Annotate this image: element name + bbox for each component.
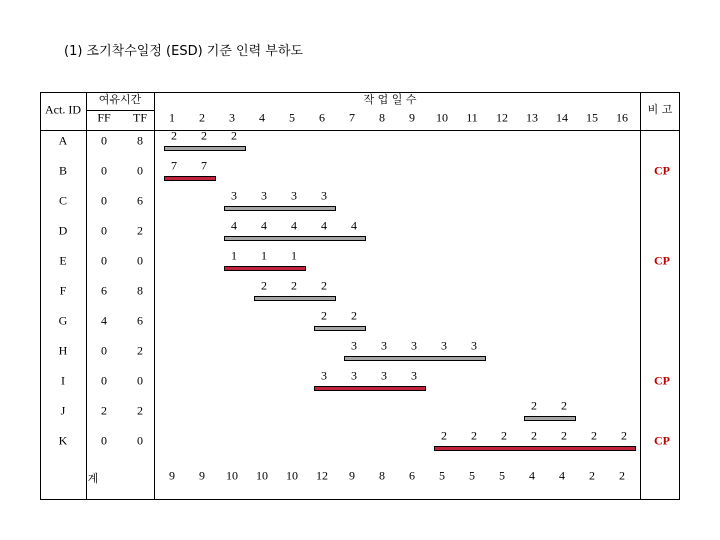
daily-total: 5 (439, 468, 445, 483)
activity-tf: 2 (137, 403, 143, 418)
activity-tf: 6 (137, 193, 143, 208)
day-header: 3 (229, 110, 235, 125)
daily-resource-value: 2 (621, 428, 627, 443)
day-header: 13 (526, 110, 538, 125)
critical-activity-bar (314, 386, 426, 391)
activity-id: C (58, 193, 68, 208)
critical-path-label: CP (654, 163, 670, 178)
daily-total: 4 (529, 468, 535, 483)
activity-ff: 2 (101, 403, 107, 418)
daily-resource-value: 2 (531, 398, 537, 413)
activity-ff: 0 (101, 253, 107, 268)
daily-resource-value: 2 (441, 428, 447, 443)
critical-path-label: CP (654, 433, 670, 448)
daily-resource-value: 3 (381, 338, 387, 353)
daily-resource-value: 2 (321, 278, 327, 293)
daily-total: 4 (559, 468, 565, 483)
day-header: 7 (349, 110, 355, 125)
activity-ff: 4 (101, 313, 107, 328)
activity-tf: 2 (137, 223, 143, 238)
daily-resource-value: 4 (231, 218, 237, 233)
activity-id: B (58, 163, 68, 178)
daily-resource-value: 2 (531, 428, 537, 443)
critical-activity-bar (224, 266, 306, 271)
header-workdays: 작 업 일 수 (363, 93, 417, 106)
daily-resource-value: 3 (351, 338, 357, 353)
daily-resource-value: 2 (471, 428, 477, 443)
daily-resource-value: 1 (291, 248, 297, 263)
header-remarks: 비 고 (647, 103, 673, 116)
daily-total: 6 (409, 468, 415, 483)
day-header: 10 (436, 110, 448, 125)
activity-tf: 0 (137, 253, 143, 268)
daily-total: 2 (619, 468, 625, 483)
total-label: 계 (87, 472, 99, 485)
activity-ff: 0 (101, 373, 107, 388)
activity-id: K (58, 433, 68, 448)
daily-total: 9 (199, 468, 205, 483)
daily-resource-value: 3 (381, 368, 387, 383)
daily-total: 12 (316, 468, 328, 483)
daily-resource-value: 3 (261, 188, 267, 203)
day-header: 16 (616, 110, 628, 125)
daily-resource-value: 1 (231, 248, 237, 263)
daily-resource-value: 4 (351, 218, 357, 233)
daily-resource-value: 2 (321, 308, 327, 323)
day-header: 4 (259, 110, 265, 125)
activity-bar (314, 326, 366, 331)
daily-resource-value: 3 (321, 188, 327, 203)
activity-tf: 0 (137, 163, 143, 178)
daily-total: 5 (469, 468, 475, 483)
daily-total: 9 (169, 468, 175, 483)
daily-total: 2 (589, 468, 595, 483)
header-float-group: 여유시간 (98, 93, 142, 106)
activity-bar (164, 146, 246, 151)
day-header: 14 (556, 110, 568, 125)
daily-resource-value: 2 (561, 428, 567, 443)
float-divider (154, 92, 155, 500)
daily-resource-value: 2 (351, 308, 357, 323)
daily-resource-value: 2 (591, 428, 597, 443)
resource-loading-table (40, 92, 680, 500)
daily-resource-value: 4 (291, 218, 297, 233)
daily-resource-value: 1 (261, 248, 267, 263)
day-header: 5 (289, 110, 295, 125)
day-header: 8 (379, 110, 385, 125)
daily-resource-value: 2 (231, 128, 237, 143)
activity-ff: 0 (101, 163, 107, 178)
activity-id: D (58, 223, 68, 238)
activity-ff: 0 (101, 133, 107, 148)
daily-resource-value: 3 (411, 338, 417, 353)
activity-id: H (58, 343, 68, 358)
header-tf: TF (132, 110, 148, 125)
activity-ff: 6 (101, 283, 107, 298)
critical-path-label: CP (654, 373, 670, 388)
header-ff: FF (97, 110, 111, 125)
day-header: 9 (409, 110, 415, 125)
activity-tf: 2 (137, 343, 143, 358)
activity-bar (224, 236, 366, 241)
remarks-divider (640, 92, 641, 500)
activity-tf: 8 (137, 133, 143, 148)
activity-id: I (61, 373, 65, 388)
daily-resource-value: 3 (291, 188, 297, 203)
act-id-divider (86, 92, 87, 500)
activity-tf: 0 (137, 373, 143, 388)
activity-ff: 0 (101, 193, 107, 208)
daily-resource-value: 4 (321, 218, 327, 233)
daily-total: 10 (256, 468, 268, 483)
activity-id: E (59, 253, 67, 268)
daily-resource-value: 2 (171, 128, 177, 143)
header-act-id: Act. ID (45, 102, 81, 117)
day-header: 15 (586, 110, 598, 125)
daily-resource-value: 2 (501, 428, 507, 443)
daily-resource-value: 2 (261, 278, 267, 293)
daily-resource-value: 3 (231, 188, 237, 203)
daily-total: 9 (349, 468, 355, 483)
daily-resource-value: 3 (351, 368, 357, 383)
daily-total: 10 (286, 468, 298, 483)
daily-resource-value: 2 (291, 278, 297, 293)
daily-resource-value: 2 (201, 128, 207, 143)
day-header: 2 (199, 110, 205, 125)
daily-resource-value: 2 (561, 398, 567, 413)
daily-resource-value: 4 (261, 218, 267, 233)
day-header: 1 (169, 110, 175, 125)
activity-bar (344, 356, 486, 361)
activity-bar (224, 206, 336, 211)
daily-resource-value: 7 (201, 158, 207, 173)
daily-resource-value: 7 (171, 158, 177, 173)
activity-id: A (58, 133, 68, 148)
daily-resource-value: 3 (321, 368, 327, 383)
daily-resource-value: 3 (441, 338, 447, 353)
header-divider (40, 130, 680, 131)
day-header: 6 (319, 110, 325, 125)
activity-tf: 0 (137, 433, 143, 448)
activity-bar (254, 296, 336, 301)
daily-total: 10 (226, 468, 238, 483)
day-header: 12 (496, 110, 508, 125)
activity-id: F (59, 283, 67, 298)
activity-ff: 0 (101, 223, 107, 238)
critical-activity-bar (434, 446, 636, 451)
daily-total: 5 (499, 468, 505, 483)
activity-ff: 0 (101, 433, 107, 448)
daily-resource-value: 3 (411, 368, 417, 383)
page-title: (1) 조기착수일정 (ESD) 기준 인력 부하도 (64, 44, 303, 59)
activity-id: G (58, 313, 68, 328)
day-header: 11 (466, 110, 478, 125)
activity-id: J (60, 403, 66, 418)
activity-tf: 6 (137, 313, 143, 328)
activity-ff: 0 (101, 343, 107, 358)
critical-path-label: CP (654, 253, 670, 268)
daily-resource-value: 3 (471, 338, 477, 353)
activity-tf: 8 (137, 283, 143, 298)
activity-bar (524, 416, 576, 421)
critical-activity-bar (164, 176, 216, 181)
daily-total: 8 (379, 468, 385, 483)
